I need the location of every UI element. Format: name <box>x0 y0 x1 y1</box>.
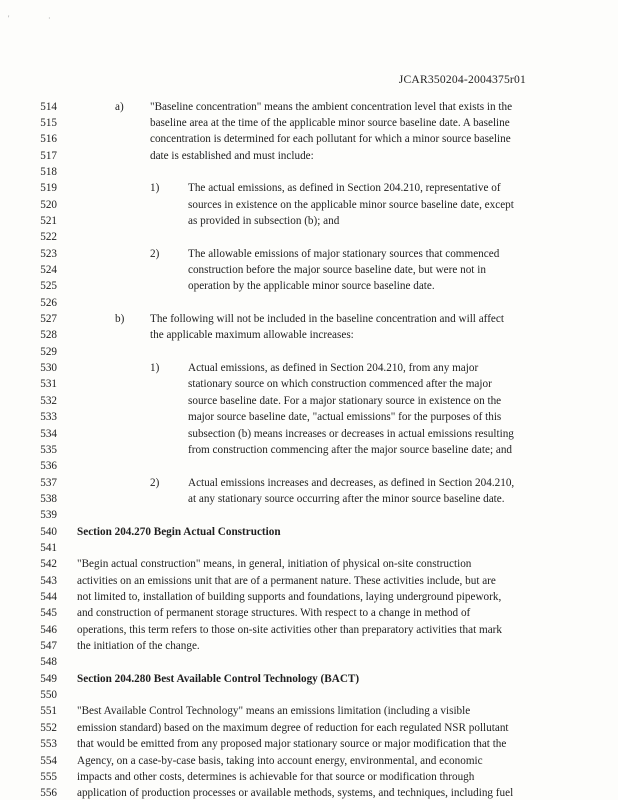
line-number: 528 <box>40 329 57 342</box>
line-text: "Begin actual construction" means, in general, initiation of physical on-site construction <box>77 558 472 571</box>
line-number: 536 <box>40 460 57 473</box>
line-text: Actual emissions increases and decreases, as defined in Section 204.210, <box>188 476 515 489</box>
line-text: operations, this term refers to those on-site activities other than preparatory activities that mark <box>77 623 502 636</box>
line-text: baseline area at the time of the applicable minor source baseline date. A baseline <box>150 116 510 129</box>
line-number: 532 <box>40 394 57 407</box>
line-number: 533 <box>40 411 57 424</box>
line-number: 550 <box>40 689 57 702</box>
line-text: Actual emissions, as defined in Section 204.210, from any major <box>188 362 479 375</box>
line-number: 526 <box>40 296 57 309</box>
line-number: 541 <box>40 541 57 554</box>
line-number: 530 <box>40 362 57 375</box>
line-number: 518 <box>40 165 57 178</box>
line-number: 522 <box>40 231 57 244</box>
line-text: that would be emitted from any proposed major stationary source or major modification that the <box>77 738 507 751</box>
line-number: 524 <box>40 264 57 276</box>
line-text: sources in existence on the applicable minor source baseline date, except <box>188 198 514 211</box>
line-text: concentration is determined for each pollutant for which a minor source baseline <box>150 133 511 146</box>
line-number: 547 <box>40 640 57 653</box>
subsection-label: b) <box>115 313 125 326</box>
line-text: from construction commencing after the major source baseline date; and <box>188 443 513 456</box>
line-number: 525 <box>40 280 57 293</box>
line-number: 527 <box>40 313 57 326</box>
line-number: 545 <box>40 607 57 620</box>
line-number: 543 <box>40 574 57 587</box>
line-text: the applicable maximum allowable increases: <box>150 329 354 342</box>
document-id: JCAR350204-2004375r01 <box>398 73 526 86</box>
scan-speck: · <box>48 14 51 23</box>
line-number: 542 <box>40 558 57 571</box>
line-number: 535 <box>40 443 57 456</box>
line-text: application of production processes or available methods, systems, and techniques, including fuel <box>77 787 514 800</box>
line-text: emission standard) based on the maximum degree of reduction for each regulated NSR pollutant <box>77 721 509 734</box>
line-number: 521 <box>40 214 57 227</box>
line-number: 531 <box>40 378 57 391</box>
line-number: 548 <box>40 656 57 669</box>
line-text: not limited to, installation of building supports and foundations, laying underground pipework, <box>77 591 502 603</box>
line-number: 556 <box>40 787 57 800</box>
line-number: 551 <box>40 705 57 718</box>
line-number: 549 <box>40 672 57 685</box>
line-number: 534 <box>40 427 57 440</box>
line-number: 517 <box>40 149 57 162</box>
line-number: 538 <box>40 492 57 505</box>
line-text: activities on an emissions unit that are of a permanent nature. These activities include, but are <box>77 574 496 587</box>
line-text: major source baseline date, "actual emissions" for the purposes of this <box>188 411 502 424</box>
subsection-label: a) <box>115 100 124 113</box>
line-text: The allowable emissions of major stationary sources that commenced <box>188 247 500 260</box>
line-text: subsection (b) means increases or decreases in actual emissions resulting <box>188 427 514 440</box>
line-text: construction before the major source baseline date, but were not in <box>188 264 486 276</box>
subsection-label: 1) <box>150 362 160 375</box>
line-text: as provided in subsection (b); and <box>188 214 340 227</box>
line-number: 553 <box>40 738 57 751</box>
line-text: operation by the applicable minor source baseline date. <box>188 280 435 293</box>
line-text: source baseline date. For a major stationary source in existence on the <box>188 394 502 407</box>
subsection-label: 2) <box>150 247 160 260</box>
line-number: 519 <box>40 182 57 195</box>
line-text: at any stationary source occurring after the minor source baseline date. <box>188 492 505 505</box>
scan-speck: ' <box>8 14 10 23</box>
subsection-label: 2) <box>150 476 160 489</box>
line-number: 520 <box>40 198 57 211</box>
line-text: The actual emissions, as defined in Section 204.210, representative of <box>188 182 501 195</box>
line-number: 552 <box>40 721 57 734</box>
line-text: and construction of permanent storage structures. With respect to a change in method of <box>77 607 471 620</box>
line-text: date is established and must include: <box>150 149 314 162</box>
line-number: 515 <box>40 116 57 129</box>
section-heading: Section 204.270 Begin Actual Construction <box>77 525 281 538</box>
line-text: "Best Available Control Technology" means an emissions limitation (including a visible <box>77 705 471 718</box>
line-number: 537 <box>40 476 57 489</box>
line-number: 554 <box>40 754 57 767</box>
subsection-label: 1) <box>150 182 160 195</box>
line-text: the initiation of the change. <box>77 640 200 653</box>
line-number: 540 <box>40 525 57 538</box>
line-number: 555 <box>40 770 57 783</box>
line-number: 514 <box>40 100 57 113</box>
line-number: 546 <box>40 623 57 636</box>
line-text: Agency, on a case-by-case basis, taking into account energy, environmental, and economic <box>77 754 483 767</box>
section-heading: Section 204.280 Best Available Control Technology (BACT) <box>77 672 360 685</box>
line-text: "Baseline concentration" means the ambient concentration level that exists in the <box>150 100 513 113</box>
line-text: stationary source on which construction commenced after the major <box>188 378 492 391</box>
line-number: 539 <box>40 509 57 522</box>
line-text: The following will not be included in the baseline concentration and will affect <box>150 313 504 326</box>
line-number: 529 <box>40 345 57 358</box>
line-number: 544 <box>40 591 57 603</box>
line-number: 516 <box>40 133 57 146</box>
line-number: 523 <box>40 247 57 260</box>
line-text: impacts and other costs, determines is achievable for that source or modification through <box>77 770 475 783</box>
